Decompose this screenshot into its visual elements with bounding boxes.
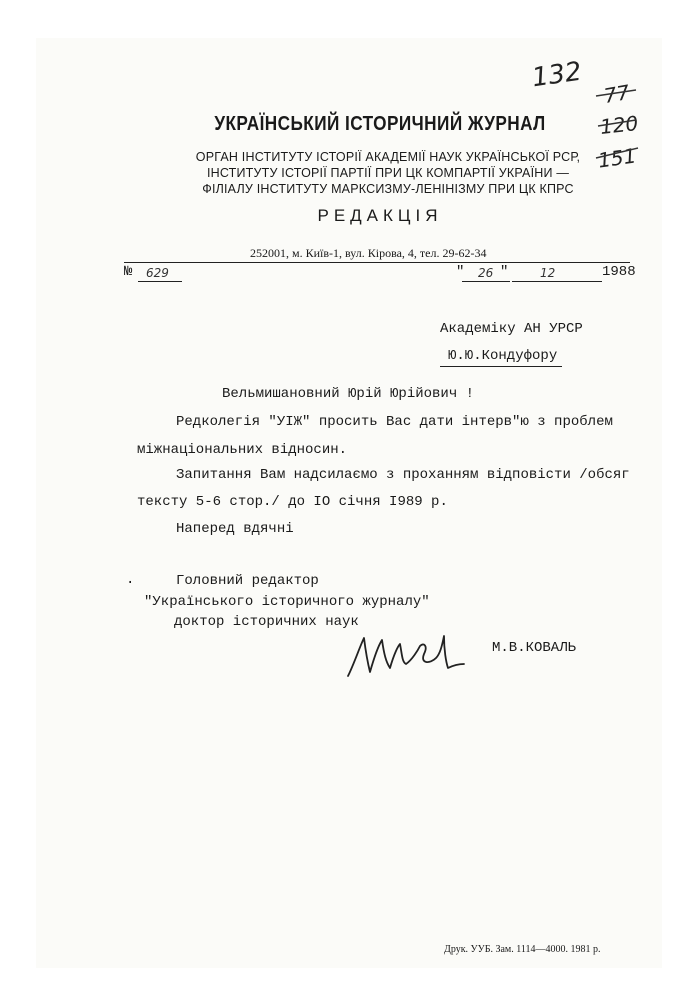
date-quote-open: " — [456, 264, 465, 280]
organ-line-3: ФІЛІАЛУ ІНСТИТУТУ МАРКСИЗМУ-ЛЕНІНІЗМУ ПРИ ЦК КПРС — [202, 182, 574, 196]
salutation: Вельмишановний Юрій Юрійович ! — [222, 386, 475, 402]
day-underline — [462, 281, 510, 282]
organ-line-1: ОРГАН ІНСТИТУТУ ІСТОРІЇ АКАДЕМІЇ НАУК УКРАЇНСЬКОЇ РСР, — [195, 150, 581, 164]
date-year: 1988 — [602, 264, 636, 280]
paragraph-2-line-2: тексту 5-6 стор./ до IО січня I989 р. — [137, 494, 448, 510]
signature-role-line-2: "Українського історичного журналу" — [144, 594, 430, 610]
archive-mark-2: 120 — [598, 111, 640, 139]
month-underline — [512, 281, 602, 282]
archive-mark-1: 77 — [602, 79, 632, 109]
letter-number: 629 — [146, 266, 169, 280]
handwritten-signature — [340, 624, 470, 686]
letterhead-rule — [124, 262, 630, 263]
number-label: № — [124, 264, 133, 280]
number-underline — [138, 281, 182, 282]
closing-line: Наперед вдячні — [176, 521, 294, 537]
editor-name: М.В.КОВАЛЬ — [492, 640, 577, 656]
department-heading: РЕДАКЦІЯ — [317, 206, 443, 225]
date-month: 12 — [540, 266, 556, 280]
recipient-line-1: Академіку АН УРСР — [440, 321, 583, 337]
recipient-underline — [440, 366, 562, 367]
folio-number: 132 — [530, 56, 584, 94]
archive-mark-3: 151 — [596, 143, 638, 173]
editorial-address: 252001, м. Київ-1, вул. Кірова, 4, тел. 29-62-34 — [250, 246, 487, 260]
paragraph-1-line-1: Редколегія "УІЖ" просить Вас дати інтерв"ю з проблем — [176, 414, 613, 430]
journal-title: УКРАЇНСЬКИЙ ІСТОРИЧНИЙ ЖУРНАЛ — [214, 113, 546, 135]
date-quote-close: " — [500, 264, 509, 280]
paragraph-2-line-1: Запитання Вам надсилаємо з проханням відповісти /обсяг — [176, 467, 630, 483]
organ-line-2: ІНСТИТУТУ ІСТОРІЇ ПАРТІЇ ПРИ ЦК КОМПАРТІЇ УКРАЇНИ — — [206, 166, 570, 180]
bullet-dot: . — [126, 572, 135, 588]
paragraph-1-line-2: міжнаціональних відносин. — [137, 442, 348, 458]
signature-role-line-1: Головний редактор — [176, 573, 319, 589]
print-note: Друк. УУБ. Зам. 1114—4000. 1981 р. — [444, 944, 601, 955]
recipient-line-2: Ю.Ю.Кондуфору — [448, 348, 558, 364]
date-day: 26 — [478, 266, 494, 280]
signature-role-line-3: доктор історичних наук — [174, 614, 359, 630]
